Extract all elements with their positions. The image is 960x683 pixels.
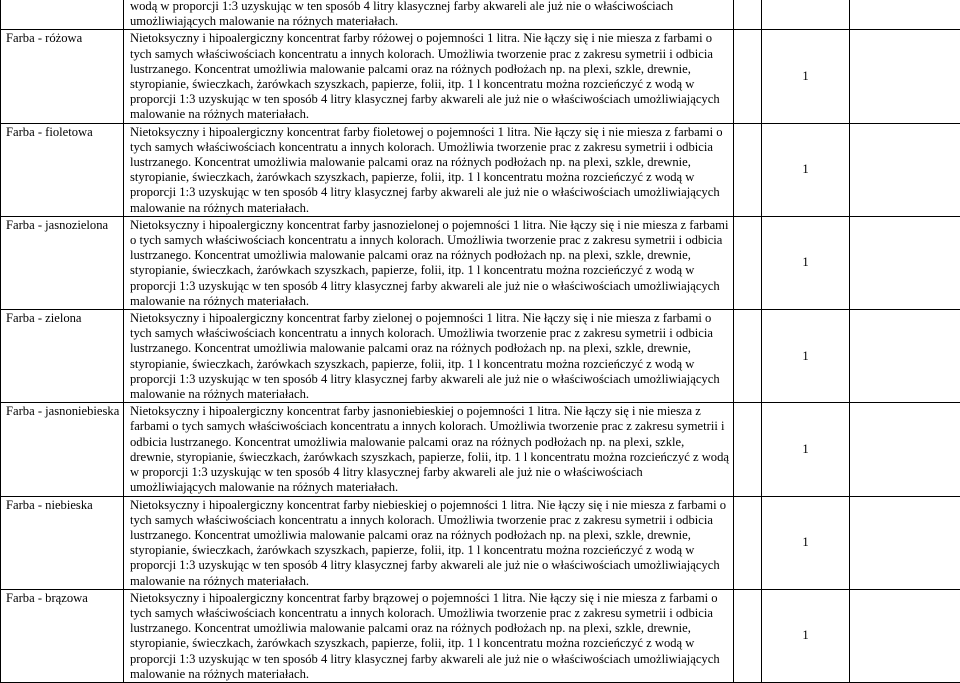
product-name: Farba - jasnozielona: [1, 216, 124, 309]
table-row: [1, 589, 960, 682]
spacer-cell: [734, 123, 762, 216]
product-quantity: 1: [762, 403, 850, 496]
table-row: [1, 216, 960, 309]
product-description: Nietoksyczny i hipoalergiczny koncentrat farby jasnozielonej o pojemności 1 litra. Nie łączy się i nie miesza z farbami o tych samych właściwościach koncentratu a innych kolorach. Umożliwia tworzenie prac z zakresu symetrii i odbicia lustrzanego. Koncentrat umożliwia malowanie palcami oraz na różnych podłożach np. na plexi, szkle, drewnie, styropianie, świeczkach, żarówkach szyszkach, papierze, folii, itp. 1 l koncentratu można rozcieńczyć z wodą w proporcji 1:3 uzyskując w ten sposób 4 litry klasycznej farby akwareli ale już nie o właściwościach umożliwiających malowanie na różnych materiałach.: [124, 216, 734, 309]
product-description: Nietoksyczny i hipoalergiczny koncentrat farby brązowej o pojemności 1 litra. Nie łączy się i nie miesza z farbami o tych samych właściwościach koncentratu a innych kolorach. Umożliwia tworzenie prac z zakresu symetrii i odbicia lustrzanego. Koncentrat umożliwia malowanie palcami oraz na różnych podłożach np. na plexi, szkle, drewnie, styropianie, świeczkach, żarówkach szyszkach, papierze, folii, itp. 1 l koncentratu można rozcieńczyć z wodą w proporcji 1:3 uzyskując w ten sposób 4 litry klasycznej farby akwareli ale już nie o właściwościach umożliwiających malowanie na różnych materiałach.: [124, 589, 734, 682]
extra-cell: [850, 589, 960, 682]
product-quantity: 1: [762, 30, 850, 123]
product-quantity: 1: [762, 589, 850, 682]
product-description: Nietoksyczny i hipoalergiczny koncentrat farby jasnoniebieskiej o pojemności 1 litra. Nie łączy się i nie miesza z farbami o tych samych właściwościach koncentratu a innych kolorach. Umożliwia tworzenie prac z zakresu symetrii i odbicia lustrzanego. Koncentrat umożliwia malowanie palcami oraz na różnych podłożach np. na plexi, szkle, drewnie, styropianie, świeczkach, żarówkach szyszkach, papierze, folii, itp. 1 l koncentratu można rozcieńczyć z wodą w proporcji 1:3 uzyskując w ten sposób 4 litry klasycznej farby akwareli ale już nie o właściwościach umożliwiających malowanie na różnych materiałach.: [124, 403, 734, 496]
spec-table-body: [1, 0, 960, 682]
product-description: Nietoksyczny i hipoalergiczny koncentrat farby niebieskiej o pojemności 1 litra. Nie łączy się i nie miesza z farbami o tych samych właściwościach koncentratu a innych kolorach. Umożliwia tworzenie prac z zakresu symetrii i odbicia lustrzanego. Koncentrat umożliwia malowanie palcami oraz na różnych podłożach np. na plexi, szkle, drewnie, styropianie, świeczkach, żarówkach szyszkach, papierze, folii, itp. 1 l koncentratu można rozcieńczyć z wodą w proporcji 1:3 uzyskując w ten sposób 4 litry klasycznej farby akwareli ale już nie o właściwościach umożliwiających malowanie na różnych materiałach.: [124, 496, 734, 589]
table-row: [1, 123, 960, 216]
extra-cell: [850, 403, 960, 496]
spacer-cell: [734, 216, 762, 309]
extra-cell: [850, 30, 960, 123]
product-description: wodą w proporcji 1:3 uzyskując w ten sposób 4 litry klasycznej farby akwareli ale już nie o właściwościach umożliwiających malowanie na różnych materiałach.: [124, 0, 734, 30]
extra-cell: [850, 0, 960, 30]
table-row: [1, 30, 960, 123]
table-row: [1, 403, 960, 496]
product-name-cell-empty: [1, 0, 124, 30]
extra-cell: [850, 310, 960, 403]
table-row-continuation: [1, 0, 960, 30]
spacer-cell: [734, 589, 762, 682]
product-name: Farba - brązowa: [1, 589, 124, 682]
product-name: Farba - różowa: [1, 30, 124, 123]
product-name: Farba - niebieska: [1, 496, 124, 589]
extra-cell: [850, 496, 960, 589]
extra-cell: [850, 123, 960, 216]
spacer-cell: [734, 310, 762, 403]
product-description: Nietoksyczny i hipoalergiczny koncentrat farby fioletowej o pojemności 1 litra. Nie łączy się i nie miesza z farbami o tych samych właściwościach koncentratu a innych kolorach. Umożliwia tworzenie prac z zakresu symetrii i odbicia lustrzanego. Koncentrat umożliwia malowanie palcami oraz na różnych podłożach np. na plexi, szkle, drewnie, styropianie, świeczkach, żarówkach szyszkach, papierze, folii, itp. 1 l koncentratu można rozcieńczyć z wodą w proporcji 1:3 uzyskując w ten sposób 4 litry klasycznej farby akwareli ale już nie o właściwościach umożliwiających malowanie na różnych materiałach.: [124, 123, 734, 216]
product-description: Nietoksyczny i hipoalergiczny koncentrat farby zielonej o pojemności 1 litra. Nie łączy się i nie miesza z farbami o tych samych właściwościach koncentratu a innych kolorach. Umożliwia tworzenie prac z zakresu symetrii i odbicia lustrzanego. Koncentrat umożliwia malowanie palcami oraz na różnych podłożach np. na plexi, szkle, drewnie, styropianie, świeczkach, żarówkach szyszkach, papierze, folii, itp. 1 l koncentratu można rozcieńczyć z wodą w proporcji 1:3 uzyskując w ten sposób 4 litry klasycznej farby akwareli ale już nie o właściwościach umożliwiających malowanie na różnych materiałach.: [124, 310, 734, 403]
product-quantity: 1: [762, 216, 850, 309]
table-row: [1, 310, 960, 403]
extra-cell: [850, 216, 960, 309]
product-quantity: 1: [762, 123, 850, 216]
product-name: Farba - jasnoniebieska: [1, 403, 124, 496]
product-description: Nietoksyczny i hipoalergiczny koncentrat farby różowej o pojemności 1 litra. Nie łączy się i nie miesza z farbami o tych samych właściwościach koncentratu a innych kolorach. Umożliwia tworzenie prac z zakresu symetrii i odbicia lustrzanego. Koncentrat umożliwia malowanie palcami oraz na różnych podłożach np. na plexi, szkle, drewnie, styropianie, świeczkach, żarówkach szyszkach, papierze, folii, itp. 1 l koncentratu można rozcieńczyć z wodą w proporcji 1:3 uzyskując w ten sposób 4 litry klasycznej farby akwareli ale już nie o właściwościach umożliwiających malowanie na różnych materiałach.: [124, 30, 734, 123]
quantity-cell-empty: [762, 0, 850, 30]
spacer-cell: [734, 30, 762, 123]
spacer-cell: [734, 496, 762, 589]
product-name: Farba - zielona: [1, 310, 124, 403]
product-quantity: 1: [762, 496, 850, 589]
table-row: [1, 496, 960, 589]
spacer-cell: [734, 0, 762, 30]
product-name: Farba - fioletowa: [1, 123, 124, 216]
product-quantity: 1: [762, 310, 850, 403]
spacer-cell: [734, 403, 762, 496]
